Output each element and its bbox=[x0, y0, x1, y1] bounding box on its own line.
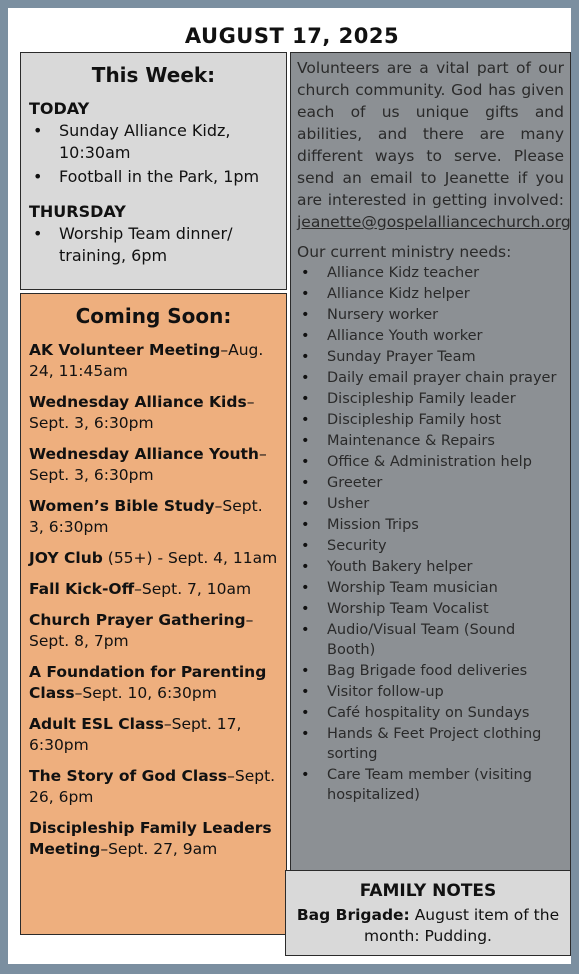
ministry-need-item: • Daily email prayer chain prayer bbox=[297, 368, 564, 388]
ministry-need-item: • Security bbox=[297, 536, 564, 556]
event-name: Wednesday Alliance Kids bbox=[29, 393, 247, 411]
ministry-need-item: • Mission Trips bbox=[297, 515, 564, 535]
upcoming-event bbox=[29, 766, 278, 808]
event-detail: –Sept. 3, 6:30pm bbox=[29, 497, 263, 536]
ministry-need-item: • Alliance Youth worker bbox=[297, 326, 564, 346]
event-name: The Story of God Class bbox=[29, 767, 228, 785]
event-detail: –Sept. 8, 7pm bbox=[29, 611, 254, 650]
volunteer-email-link[interactable]: jeanette@gospelalliancechurch.org bbox=[297, 213, 571, 231]
ministry-needs-list bbox=[297, 263, 564, 805]
ministry-need-item: • Discipleship Family leader bbox=[297, 389, 564, 409]
event-detail: –Sept. 26, 6pm bbox=[29, 767, 276, 806]
coming-soon-box bbox=[20, 293, 287, 935]
coming-soon-title: Coming Soon: bbox=[75, 304, 232, 328]
event-detail: –Sept. 17, 6:30pm bbox=[29, 715, 242, 754]
ministry-need-item: • Office & Administration help bbox=[297, 452, 564, 472]
coming-soon-events bbox=[29, 340, 278, 860]
upcoming-event bbox=[29, 444, 278, 486]
upcoming-event bbox=[29, 579, 278, 600]
event-detail: –Sept. 10, 6:30pm bbox=[74, 684, 217, 702]
event-detail: –Sept. 27, 9am bbox=[100, 840, 218, 858]
event-name: Women’s Bible Study bbox=[29, 497, 215, 515]
ministry-need-item: • Café hospitality on Sundays bbox=[297, 703, 564, 723]
upcoming-event bbox=[29, 340, 278, 382]
upcoming-event bbox=[29, 548, 278, 569]
volunteers-intro-text: Volunteers are a vital part of our church community. God has given each of us unique gifts and abilities, and there are many different ways to serve. Please send an email to Jeanette if you are interested in getting involved: bbox=[297, 59, 564, 209]
bulletin-date: AUGUST 17, 2025 bbox=[184, 24, 400, 48]
ministry-need-item: • Sunday Prayer Team bbox=[297, 347, 564, 367]
upcoming-event bbox=[29, 392, 278, 434]
week-event-item: • Football in the Park, 1pm bbox=[29, 166, 278, 188]
upcoming-event bbox=[29, 662, 278, 704]
event-name: Discipleship Family Leaders Meeting bbox=[29, 819, 272, 858]
day-event-list bbox=[29, 120, 278, 188]
upcoming-event bbox=[29, 714, 278, 756]
ministry-need-item: • Care Team member (visiting hospitalized) bbox=[297, 765, 564, 805]
event-detail: –Sept. 3, 6:30pm bbox=[29, 393, 255, 432]
ministry-need-item: • Hands & Feet Project clothing sorting bbox=[297, 724, 564, 764]
family-notes-label: Bag Brigade: bbox=[296, 906, 410, 924]
group-spacer bbox=[29, 190, 278, 198]
day-heading: TODAY bbox=[29, 99, 90, 118]
this-week-box bbox=[20, 52, 287, 290]
day-event-list bbox=[29, 223, 278, 267]
ministry-need-item: • Worship Team musician bbox=[297, 578, 564, 598]
week-event-item: • Worship Team dinner/ training, 6pm bbox=[29, 223, 278, 267]
upcoming-event bbox=[29, 818, 278, 860]
event-name: AK Volunteer Meeting bbox=[29, 341, 221, 359]
event-name: Wednesday Alliance Youth bbox=[29, 445, 259, 463]
volunteers-box bbox=[290, 52, 571, 873]
ministry-need-item: • Worship Team Vocalist bbox=[297, 599, 564, 619]
family-notes-title: FAMILY NOTES bbox=[359, 881, 497, 901]
event-detail: (55+) - Sept. 4, 11am bbox=[102, 549, 278, 567]
this-week-title: This Week: bbox=[91, 63, 216, 87]
ministry-need-item: • Greeter bbox=[297, 473, 564, 493]
this-week-groups bbox=[29, 99, 278, 267]
upcoming-event bbox=[29, 610, 278, 652]
ministry-need-item: • Maintenance & Repairs bbox=[297, 431, 564, 451]
event-detail: –Sept. 3, 6:30pm bbox=[29, 445, 267, 484]
ministry-need-item: • Alliance Kidz teacher bbox=[297, 263, 564, 283]
event-name: Adult ESL Class bbox=[29, 715, 164, 733]
ministry-need-item: • Alliance Kidz helper bbox=[297, 284, 564, 304]
day-heading: THURSDAY bbox=[29, 202, 126, 221]
ministry-need-item: • Visitor follow-up bbox=[297, 682, 564, 702]
ministry-need-item: • Discipleship Family host bbox=[297, 410, 564, 430]
event-detail: –Sept. 7, 10am bbox=[134, 580, 252, 598]
event-name: Fall Kick-Off bbox=[29, 580, 135, 598]
event-name: JOY Club bbox=[29, 549, 103, 567]
volunteers-intro bbox=[297, 57, 571, 233]
ministry-need-item: • Nursery worker bbox=[297, 305, 564, 325]
ministry-needs-title: Our current ministry needs: bbox=[297, 243, 512, 261]
event-name: Church Prayer Gathering bbox=[29, 611, 246, 629]
family-notes-text bbox=[294, 905, 562, 947]
ministry-need-item: • Audio/Visual Team (Sound Booth) bbox=[297, 620, 564, 660]
bulletin-page bbox=[8, 8, 571, 964]
ministry-need-item: • Bag Brigade food deliveries bbox=[297, 661, 564, 681]
family-notes-box bbox=[285, 870, 571, 956]
week-event-item: • Sunday Alliance Kidz, 10:30am bbox=[29, 120, 278, 164]
upcoming-event bbox=[29, 496, 278, 538]
event-name: A Foundation for Parenting Class bbox=[29, 663, 267, 702]
ministry-need-item: • Youth Bakery helper bbox=[297, 557, 564, 577]
event-detail: –Aug. 24, 11:45am bbox=[29, 341, 264, 380]
ministry-need-item: • Usher bbox=[297, 494, 564, 514]
family-notes-body: August item of the month: Pudding. bbox=[364, 906, 560, 945]
